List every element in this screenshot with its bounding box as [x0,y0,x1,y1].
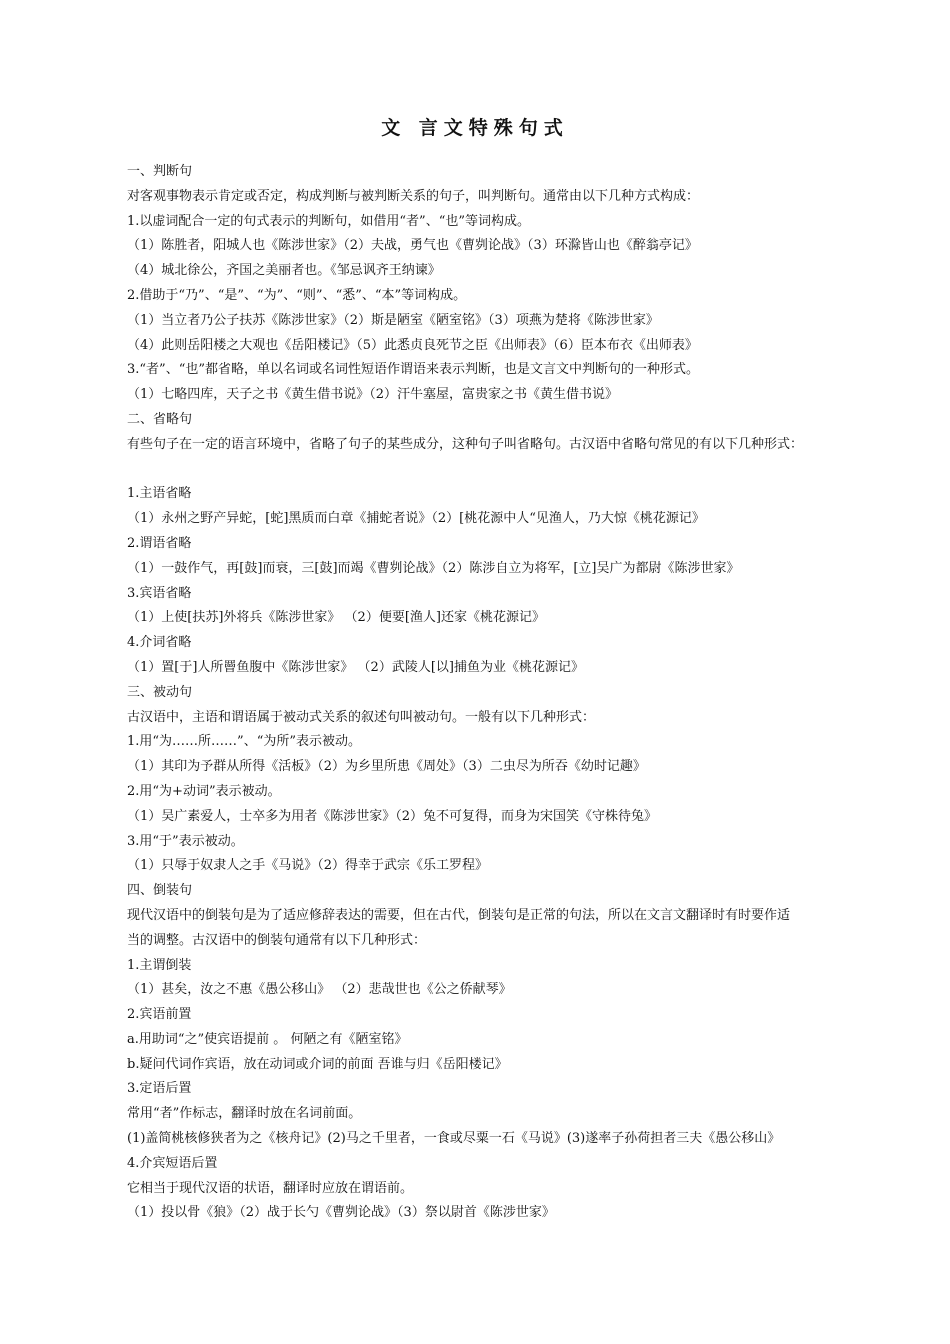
text-line: 四、倒装句 [127,883,193,899]
text-line: 有些句子在一定的语言环境中，省略了句子的某些成分，这种句子叫省略句。古汉语中省略句常见的有以下几种形式： [127,436,804,452]
text-line: b.疑问代词作宾语，放在动词或介词的前面 吾谁与归《岳阳楼记》 [127,1056,508,1072]
text-line: （4）城北徐公，齐国之美丽者也。《邹忌讽齐王纳谏》 [127,263,441,279]
text-line: （1）置[于]人所罾鱼腹中《陈涉世家》 （2）武陵人[以]捕鱼为业《桃花源记》 [127,659,584,675]
text-line: 古汉语中，主语和谓语属于被动式关系的叙述句叫被动句。一般有以下几种形式： [127,709,596,725]
text-line: 对客观事物表示肯定或否定，构成判断与被判断关系的句子，叫判断句。通常由以下几种方式构成： [127,188,700,204]
text-line: 1.主语省略 [127,486,192,502]
document-title: 文 言文特殊句式 [381,117,569,139]
text-line: 2.谓语省略 [127,535,192,551]
text-line: 三、被动句 [127,684,193,700]
text-line: 一、判断句 [127,164,193,179]
text-line: （1）上使[扶苏]外将兵《陈涉世家》 （2）便要[渔人]还家《桃花源记》 [127,610,545,626]
text-line: 2.宾语前置 [127,1007,192,1023]
text-line: （1）永州之野产异蛇，[蛇]黑质而白章《捕蛇者说》（2）[桃花源中人“见渔人，乃大惊《桃花源记》 [127,511,705,527]
text-line: （1）其印为予群从所得《活板》（2）为乡里所患《周处》（3）二虫尽为所吞《幼时记趣》 [127,759,646,775]
text-line: 当的调整。古汉语中的倒装句通常有以下几种形式： [127,932,427,948]
text-line: 1.以虚词配合一定的句式表示的判断句，如借用“者”、“也”等词构成。 [127,213,530,229]
text-line: 4.介词省略 [127,635,192,651]
text-line: 2.借助于“乃”、“是”、“为”、“则”、“悉”、“本”等词构成。 [127,287,467,303]
text-line: 现代汉语中的倒装句是为了适应修辞表达的需要，但在古代，倒装句是正常的句法，所以在文言文翻译时有时要作适 [127,907,791,923]
text-line: 二、省略句 [127,411,193,427]
document-body [127,160,857,1226]
text-line: 3.“者”、“也”都省略，单以名词或名词性短语作谓语来表示判断，也是文言文中判断句的一种形式。 [127,362,699,378]
text-line: 3.宾语省略 [127,585,192,601]
text-line: a.用助词“之”使宾语提前 。 何陋之有《陋室铭》 [127,1031,408,1047]
text-line: 常用“者”作标志，翻译时放在名词前面。 [127,1106,362,1122]
text-line: 4.介宾短语后置 [127,1155,218,1171]
text-line: （1）吴广素爱人，士卒多为用者《陈涉世家》（2）兔不可复得，而身为宋国笑《守株待兔》 [127,808,658,824]
text-line: 1.用“为……所……”、“为所”表示被动。 [127,734,361,750]
text-line: （1）甚矣，汝之不惠《愚公移山》 （2）悲哉世也《公之侨献琴》 [127,982,512,998]
text-line: （1）当立者乃公子扶苏《陈涉世家》（2）斯是陋室《陋室铭》（3）项燕为楚将《陈涉世家》 [127,312,659,328]
text-line: （1）一鼓作气，再[鼓]而衰，三[鼓]而竭《曹刿论战》（2）陈涉自立为将军，[立]吴广为都尉《陈涉世家》 [127,560,740,576]
text-line: 3.定语后置 [127,1081,192,1097]
text-line: (1)盖简桃核修狭者为之《核舟记》(2)马之千里者，一食或尽粟一石《马说》(3)遂率子孙荷担者三夫《愚公移山》 [127,1131,781,1147]
text-line: 1.主谓倒装 [127,957,192,973]
text-line: （1）陈胜者，阳城人也《陈涉世家》（2）夫战，勇气也《曹刿论战》（3）环滁皆山也《醉翁亭记》 [127,238,698,254]
text-line: 它相当于现代汉语的状语，翻译时应放在谓语前。 [127,1180,414,1196]
text-line: （4）此则岳阳楼之大观也《岳阳楼记》（5）此悉贞良死节之臣《出师表》（6）臣本布衣《出师表》 [127,337,698,353]
text-line: 3.用“于”表示被动。 [127,833,244,849]
text-line: 2.用“为+动词”表示被动。 [127,783,281,799]
text-line [127,458,857,483]
text-line: （1）只辱于奴隶人之手《马说》（2）得幸于武宗《乐工罗程》 [127,858,489,874]
text-line: （1）七略四库，天子之书《黄生借书说》（2）汗牛塞屋，富贵家之书《黄生借书说》 [127,387,619,403]
text-line: （1）投以骨《狼》（2）战于长勺《曹刿论战》（3）祭以尉首《陈涉世家》 [127,1205,555,1221]
